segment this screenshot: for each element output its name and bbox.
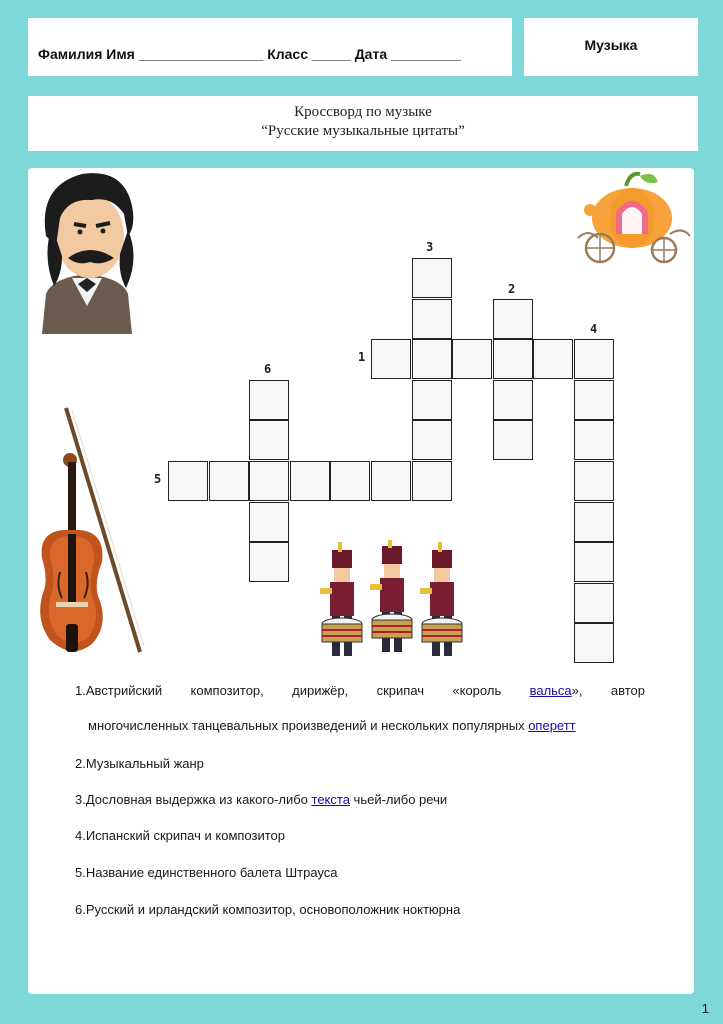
clue-3-text: 3.Дословная выдержка из какого-либо <box>75 792 312 807</box>
clue-3-link-text[interactable]: текста <box>311 792 350 807</box>
crossword-cell[interactable] <box>249 502 289 542</box>
crossword-cell[interactable] <box>493 339 533 379</box>
subject-box <box>524 18 698 76</box>
crossword-cell[interactable] <box>574 380 614 420</box>
crossword-cell[interactable] <box>209 461 249 501</box>
clue-4: 4.Испанский скрипач и композитор <box>75 828 285 843</box>
crossword-cell[interactable] <box>574 623 614 663</box>
word-number-4: 4 <box>590 322 598 336</box>
crossword-cell[interactable] <box>168 461 208 501</box>
crossword-cell[interactable] <box>249 420 289 460</box>
page-number: 1 <box>701 1001 709 1016</box>
crossword-cell[interactable] <box>574 502 614 542</box>
crossword-cell[interactable] <box>249 380 289 420</box>
crossword-cell[interactable] <box>412 461 452 501</box>
word-number-6: 6 <box>264 362 272 376</box>
crossword-cell[interactable] <box>371 461 411 501</box>
crossword-cell[interactable] <box>493 299 533 339</box>
clue-3-text-end: чьей-либо речи <box>349 792 448 807</box>
clue-1-text: 1.Австрийский композитор, дирижёр, скрипач «король <box>75 683 530 698</box>
worksheet-subtitle: “Русские музыкальные цитаты” <box>261 123 465 139</box>
crossword-cell[interactable] <box>412 339 452 379</box>
student-info-box <box>28 18 512 76</box>
crossword-cell[interactable] <box>412 299 452 339</box>
clue-1 <box>75 683 645 698</box>
word-number-5: 5 <box>154 472 162 486</box>
crossword-cell[interactable] <box>493 420 533 460</box>
crossword-cell[interactable] <box>574 420 614 460</box>
crossword-cell[interactable] <box>452 339 492 379</box>
crossword-cell[interactable] <box>412 380 452 420</box>
crossword-cell[interactable] <box>330 461 370 501</box>
word-number-3: 3 <box>426 240 434 254</box>
crossword-cell[interactable] <box>574 583 614 623</box>
crossword-cell[interactable] <box>574 461 614 501</box>
crossword-cell[interactable] <box>412 258 452 298</box>
clue-1-line2-text: многочисленных танцевальных произведений и нескольких популярных <box>88 718 529 733</box>
crossword-cell[interactable] <box>412 420 452 460</box>
crossword-cell[interactable] <box>533 339 573 379</box>
subject-label: Музыка <box>584 37 638 53</box>
word-number-1: 1 <box>358 350 366 364</box>
crossword-cell[interactable] <box>574 339 614 379</box>
clue-2: 2.Музыкальный жанр <box>75 756 204 771</box>
drummers-icon <box>320 540 468 666</box>
title-box <box>28 96 698 151</box>
clue-6: 6.Русский и ирландский композитор, основоположник ноктюрна <box>75 902 461 917</box>
clue-1-continued <box>88 718 576 733</box>
clue-1-link-operetta[interactable]: оперетт <box>528 718 576 733</box>
crossword-cell[interactable] <box>371 339 411 379</box>
clue-1-link-waltz[interactable]: вальса <box>529 683 572 698</box>
clue-3 <box>75 792 447 807</box>
pumpkin-carriage-icon <box>574 168 694 270</box>
crossword-cell[interactable] <box>290 461 330 501</box>
student-info-line: Фамилия Имя ________________ Класс _____ Дата _________ <box>38 46 462 62</box>
crossword-cell[interactable] <box>249 542 289 582</box>
word-number-2: 2 <box>508 282 516 296</box>
worksheet-title: Кроссворд по музыке <box>294 104 432 120</box>
crossword-cell[interactable] <box>249 461 289 501</box>
crossword-cell[interactable] <box>574 542 614 582</box>
clue-5: 5.Название единственного балета Штрауса <box>75 865 338 880</box>
violin-icon <box>30 402 150 668</box>
clue-1-text-end: », автор <box>571 683 645 698</box>
composer-portrait-icon <box>32 166 142 334</box>
crossword-cell[interactable] <box>493 380 533 420</box>
